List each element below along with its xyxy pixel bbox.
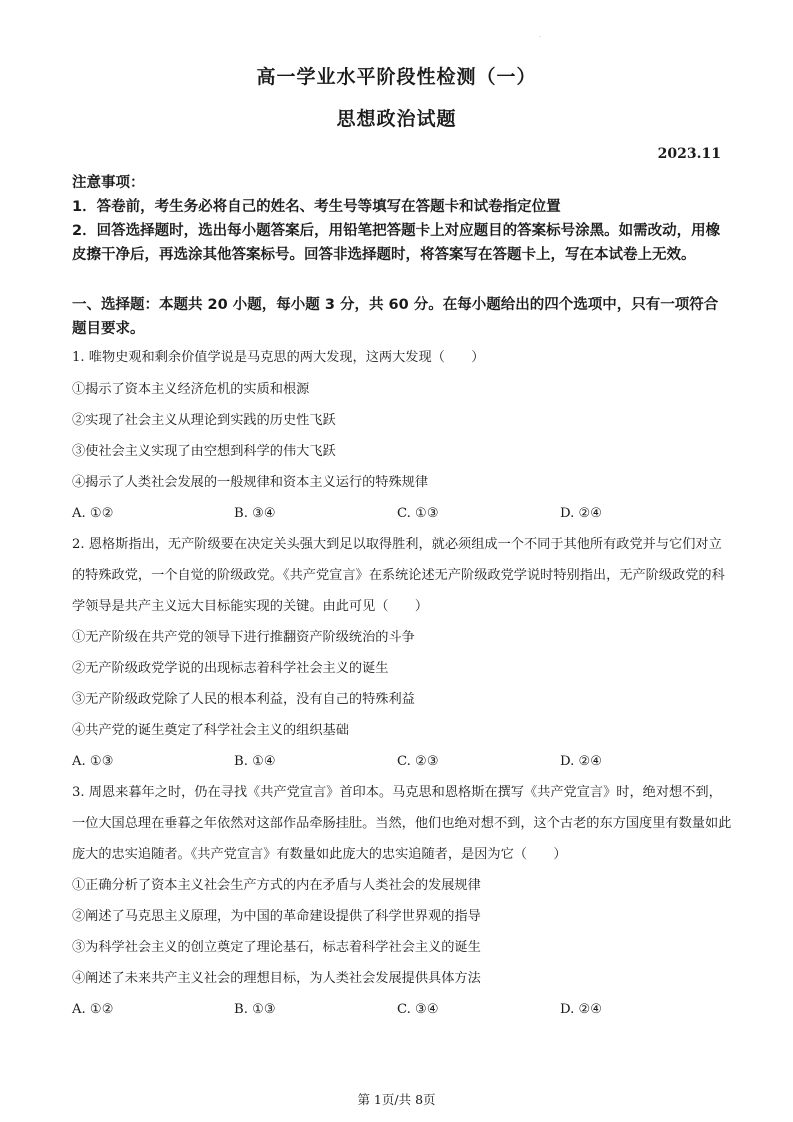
exam-subtitle: 思想政治试题 (336, 108, 457, 130)
question-1-option-d: D. ②④ (560, 506, 603, 521)
question-1-item-3: ③使社会主义实现了由空想到科学的伟大飞跃 (72, 444, 336, 459)
notice-item-2: 2．回答选择题时，选出每小题答案后，用铅笔把答题卡上对应题目的答案标号涂黑。如需改动，用橡皮擦干净后，再选涂其他答案标号。回答非选择题时，将答案写在答题卡上，写在本试卷上无效。 (72, 223, 721, 263)
question-2-option-a: A. ①③ (72, 754, 114, 769)
question-1-option-b: B. ③④ (234, 506, 276, 521)
question-1-stem: 1. 唯物史观和剩余价值学说是马克思的两大发现，这两大发现（ ） (72, 350, 485, 365)
question-3-item-3: ③为科学社会主义的创立奠定了理论基石，标志着科学社会主义的诞生 (72, 940, 481, 955)
question-3-option-b: B. ①③ (234, 1002, 276, 1017)
question-3-option-c: C. ③④ (397, 1002, 439, 1017)
question-3-stem: 3. 周恩来暮年之时，仍在寻找《共产党宣言》首印本。马克思和恩格斯在撰写《共产党宣言》时，绝对想不到，一位大国总理在垂暮之年依然对这部作品牵肠挂肚。当然，他们也绝对想不到，这个古老的东方国度里有数量如此庞大的忠实追随者。《共产党宣言》有数量如此庞大的忠实追随者，是因为它（ ） (72, 785, 732, 862)
question-2-option-c: C. ②③ (397, 754, 439, 769)
question-2-option-b: B. ①④ (234, 754, 276, 769)
question-1-option-a: A. ①② (72, 506, 114, 521)
question-3-option-d: D. ②④ (560, 1002, 603, 1017)
notice-item-1: 1．答卷前，考生务必将自己的姓名、考生号等填写在答题卡和试卷指定位置 (72, 199, 561, 215)
exam-date: 2023.11 (657, 146, 721, 162)
question-2-options (72, 746, 732, 777)
question-2-item-2: ②无产阶级政党学说的出现标志着科学社会主义的诞生 (72, 661, 389, 676)
question-1-option-c: C. ①③ (397, 506, 439, 521)
question-3-option-a: A. ①② (72, 1002, 114, 1017)
question-1-item-4: ④揭示了人类社会发展的一般规律和资本主义运行的特殊规律 (72, 475, 429, 490)
scan-dot: · (539, 34, 541, 41)
question-2-item-1: ①无产阶级在共产党的领导下进行推翻资产阶级统治的斗争 (72, 630, 415, 645)
question-3-item-1: ①正确分析了资本主义社会生产方式的内在矛盾与人类社会的发展规律 (72, 878, 481, 893)
question-2-item-4: ④共产党的诞生奠定了科学社会主义的组织基础 (72, 723, 349, 738)
question-2-stem: 2. 恩格斯指出，无产阶级要在决定关头强大到足以取得胜利，就必须组成一个不同于其他所有政党并与它们对立的特殊政党，一个自觉的阶级政党。《共产党宣言》在系统论述无产阶级政党学说时特别指出，无产阶级政党的科学领导是共产主义远大目标能实现的关键。由此可见（ ） (72, 537, 725, 614)
question-2-option-d: D. ②④ (560, 754, 603, 769)
section-heading: 一、选择题：本题共 20 小题，每小题 3 分，共 60 分。在每小题给出的四个选项中，只有一项符合题目要求。 (72, 297, 719, 337)
question-3-item-2: ②阐述了马克思主义原理，为中国的革命建设提供了科学世界观的指导 (72, 909, 481, 924)
question-3-options (72, 994, 732, 1025)
question-1-item-1: ①揭示了资本主义经济危机的实质和根源 (72, 382, 310, 397)
question-2-item-3: ③无产阶级政党除了人民的根本利益，没有自己的特殊利益 (72, 692, 415, 707)
question-1-options (72, 498, 732, 529)
question-1-item-2: ②实现了社会主义从理论到实践的历史性飞跃 (72, 413, 336, 428)
notice-heading: 注意事项： (72, 175, 145, 191)
exam-title: 高一学业水平阶段性检测（一） (256, 66, 537, 88)
question-3-item-4: ④阐述了未来共产主义社会的理想目标，为人类社会发展提供具体方法 (72, 971, 481, 986)
page-number: 第 1页/共 8页 (357, 1092, 436, 1107)
